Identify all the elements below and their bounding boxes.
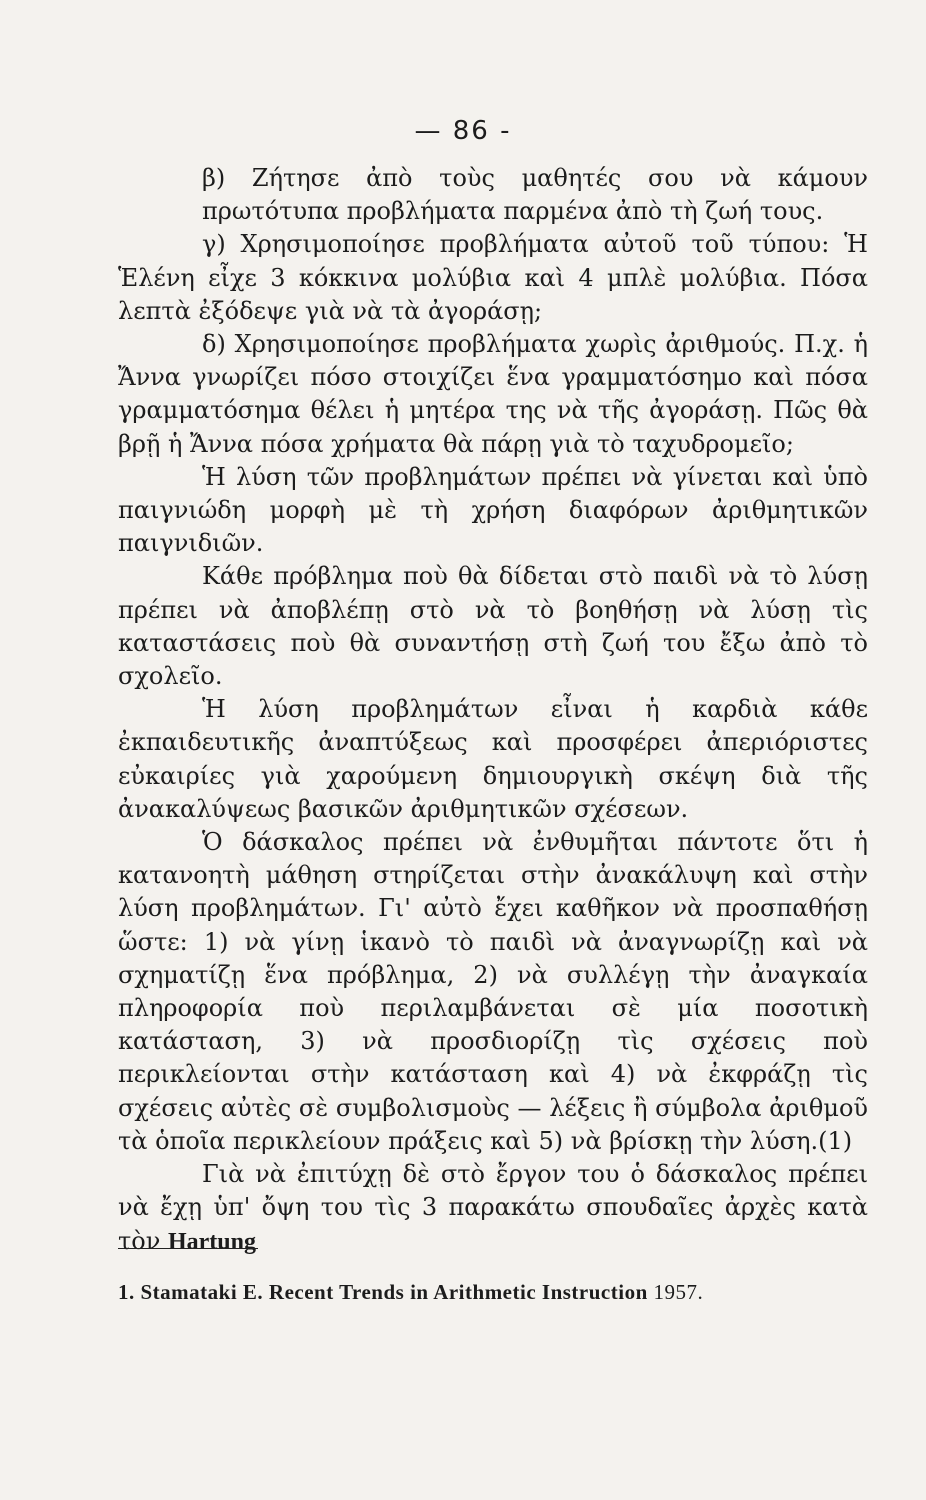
- paragraph-b: β) Ζήτησε ἀπὸ τοὺς μαθητές σου νὰ κάμουν πρωτότυπα προβλήματα παρμένα ἀπὸ τὴ ζωή τους.: [202, 164, 868, 226]
- paragraph-principles: [118, 1158, 868, 1259]
- page-number: — 86 -: [414, 116, 512, 146]
- paragraph-teacher: Ὁ δάσκαλος πρέπει νὰ ἐνθυμῆται πάντοτε ὅτι ἡ κατανοητὴ μάθηση στηρίζεται στὴν ἀνακάλυψη καὶ στὴν λύση προβλημάτων. Γι' αὐτὸ ἔχει καθῆκον νὰ προσπαθήσῃ ὥστε: 1) νὰ γίνῃ ἱκανὸ τὸ παιδὶ νὰ ἀναγνωρίζῃ καὶ νὰ σχηματίζῃ ἕνα πρόβλημα, 2) νὰ συλλέγῃ τὴν ἀναγκαία πληροφορία ποὺ περιλαμβάνεται σὲ μία ποσοτικὴ κατάσταση, 3) νὰ προσδιορίζῃ τὶς σχέσεις ποὺ περικλείονται στὴν κατάσταση καὶ 4) νὰ ἐκφράζῃ τὶς σχέσεις αὐτὲς σὲ συμβολισμοὺς — λέξεις ἢ σύμβολα ἀριθμοῦ τὰ ὁποῖα περικλείουν πράξεις καὶ 5) νὰ βρίσκῃ τὴν λύση.(1): [118, 828, 868, 1155]
- paragraph-heart: Ἡ λύση προβλημάτων εἶναι ἡ καρδιὰ κάθε ἐκπαιδευτικῆς ἀναπτύξεως καὶ προσφέρει ἀπεριόριστες εὐκαιρίες γιὰ χαρούμενη δημιουργικὴ σκέψη διὰ τῆς ἀνακαλύψεως βασικῶν ἀριθμητικῶν σχέσεων.: [118, 695, 868, 823]
- footnote-rule: [118, 1248, 258, 1249]
- paragraph-each-problem: Κάθε πρόβλημα ποὺ θὰ δίδεται στὸ παιδὶ νὰ τὸ λύσῃ πρέπει νὰ ἀποβλέπῃ στὸ νὰ τὸ βοηθήσῃ νὰ λύσῃ τὶς καταστάσεις ποὺ θὰ συναντήσῃ στὴ ζωή του ἔξω ἀπὸ τὸ σχολεῖο.: [118, 562, 868, 691]
- paragraph-solution-play: Ἡ λύση τῶν προβλημάτων πρέπει νὰ γίνεται καὶ ὑπὸ παιγνιώδη μορφὴ μὲ τὴ χρήση διαφόρων ἀριθμητικῶν παιγνιδιῶν.: [118, 462, 868, 558]
- body-text: [118, 162, 868, 1259]
- footnote-year: 1957.: [653, 1280, 704, 1304]
- paragraph-c: γ) Χρησιμοποίησε προβλήματα αὐτοῦ τοῦ τύπου: Ἡ Ἑλένη εἶχε 3 κόκκινα μολύβια καὶ 4 μπλὲ μολύβια. Πόσα λεπτὰ ἐξόδεψε γιὰ νὰ τὰ ἀγοράσῃ;: [118, 230, 868, 325]
- paragraph-principles-text: Γιὰ νὰ ἐπιτύχῃ δὲ στὸ ἔργον του ὁ δάσκαλος πρέπει νὰ ἔχῃ ὑπ' ὄψη του τὶς 3 παρακάτω σπουδαῖες ἀρχὲς κατὰ τὸν: [118, 1160, 868, 1255]
- footnote-text: 1. Stamataki E. Recent Trends in Arithmetic Instruction: [118, 1280, 648, 1304]
- hartung-name: Hartung: [167, 1228, 256, 1255]
- paragraph-d: δ) Χρησιμοποίησε προβλήματα χωρὶς ἀριθμούς. Π.χ. ἡ Ἄννα γνωρίζει πόσο στοιχίζει ἕνα γραμματόσημο καὶ πόσα γραμματόσημα θέλει ἡ μητέρα της νὰ τῆς ἀγοράσῃ. Πῶς θὰ βρῇ ἡ Ἄννα πόσα χρήματα θὰ πάρῃ γιὰ τὸ ταχυδρομεῖο;: [118, 330, 868, 458]
- footnote: [118, 1278, 868, 1307]
